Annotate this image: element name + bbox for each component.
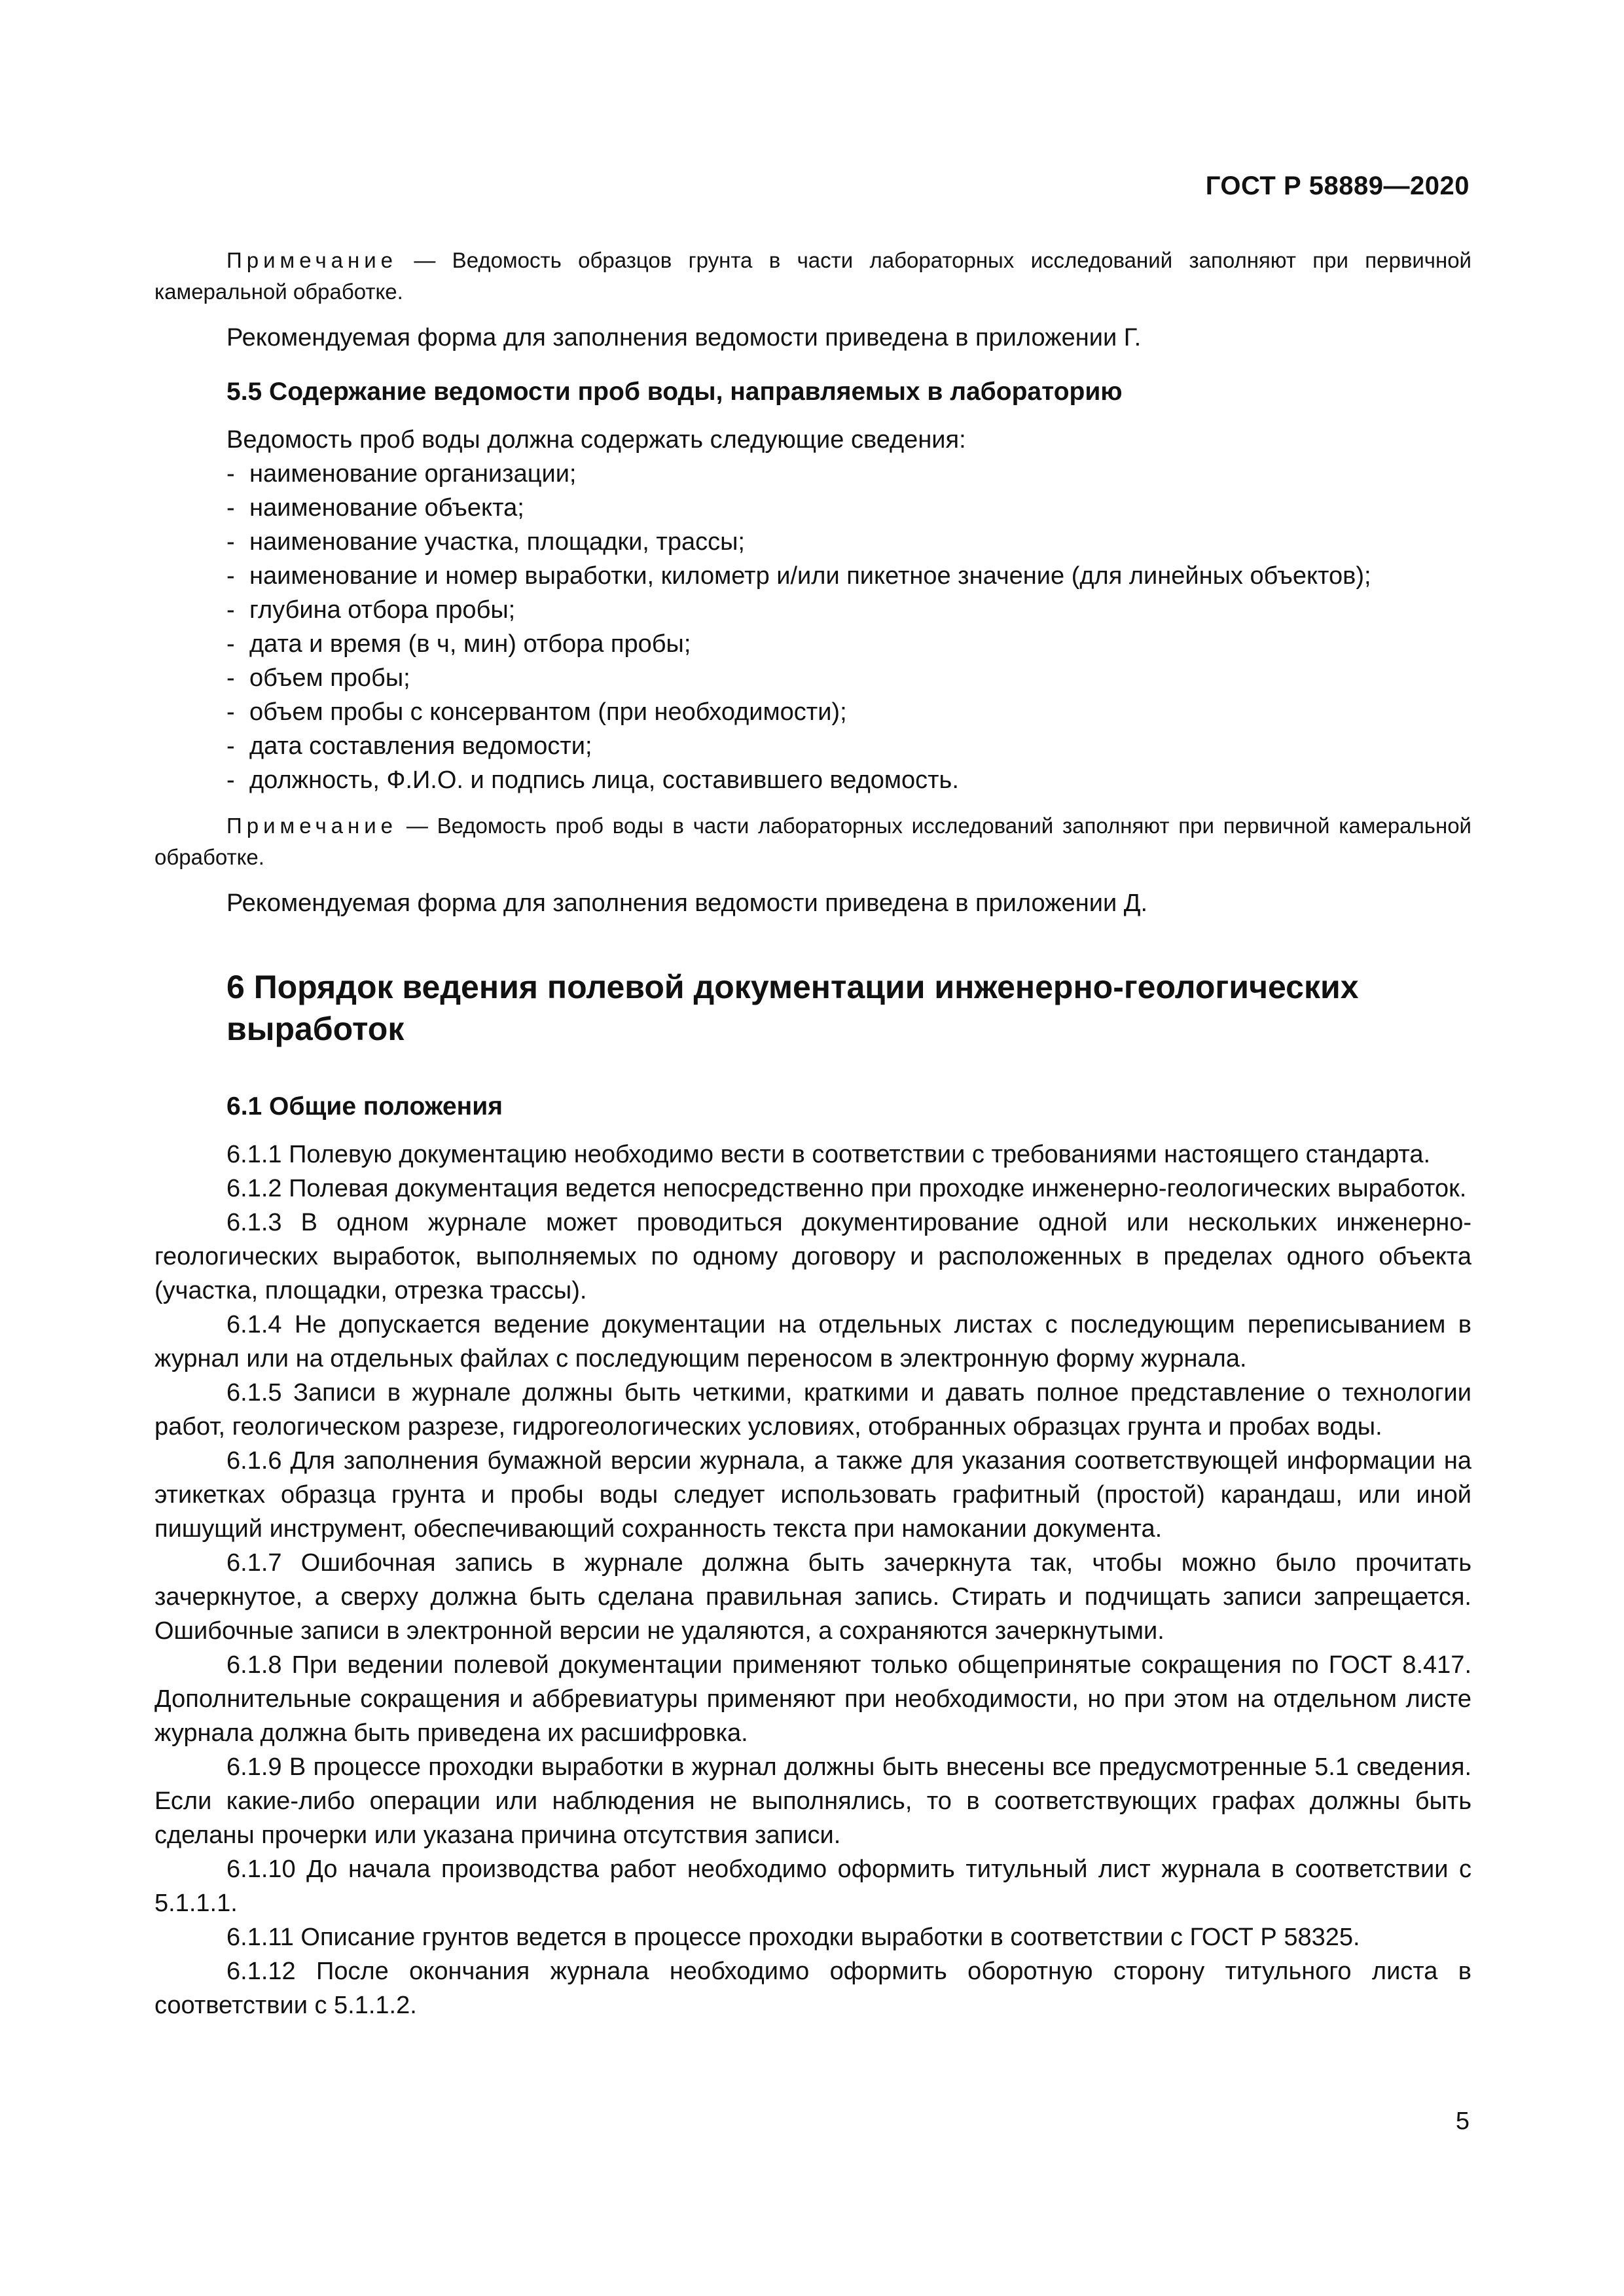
note-paragraph [154, 810, 1471, 873]
list-item-text: глубина отбора пробы; [249, 596, 516, 624]
list-item [154, 763, 1471, 797]
list-item [154, 661, 1471, 695]
clause-paragraph: 6.1.6 Для заполнения бумажной версии журнала, а также для указания соответствующей информации на этикетках образца грунта и пробы воды следует использовать графитный (простой) карандаш, или иной пишущий инструмент, обеспечивающий сохранность текста при намокании документа. [154, 1447, 1471, 1543]
dash-marker: - [226, 630, 235, 658]
list-item-text: наименование организации; [249, 460, 577, 488]
note-text: — Ведомость проб воды в части лабораторных исследований заполняют при первичной камеральной обработке. [154, 814, 1471, 869]
list-item-text: дата и время (в ч, мин) отбора пробы; [249, 630, 691, 658]
clause-paragraph: 6.1.7 Ошибочная запись в журнале должна быть зачеркнута так, чтобы можно было прочитать зачеркнутое, а сверху должна быть сделана правильная запись. Стирать и подчищать записи запрещается. Ошибочные записи в электронной версии не удаляются, а сохраняются зачеркнутыми. [154, 1549, 1471, 1645]
list-item-text: наименование объекта; [249, 494, 524, 522]
list-item-text: должность, Ф.И.О. и подпись лица, составившего ведомость. [249, 766, 959, 794]
form-reference: Рекомендуемая форма для заполнения ведомости приведена в приложении Г. [226, 324, 1142, 351]
dash-marker: - [226, 732, 235, 760]
list-item-text: объем пробы с консервантом (при необходимости); [249, 698, 847, 726]
dash-marker: - [226, 460, 235, 488]
dash-marker: - [226, 596, 235, 624]
list-item [154, 457, 1471, 491]
dash-marker: - [226, 562, 235, 590]
clause-paragraph: 6.1.5 Записи в журнале должны быть четкими, краткими и давать полное представление о технологии работ, геологическом разрезе, гидрогеологических условиях, отобранных образцах грунта и пробах воды. [154, 1379, 1471, 1441]
list-intro: Ведомость проб воды должна содержать следующие сведения: [226, 426, 966, 454]
list-item [154, 729, 1471, 763]
dash-marker: - [226, 528, 235, 556]
clause-paragraph: 6.1.4 Не допускается ведение документации на отдельных листах с последующим переписыванием в журнал или на отдельных файлах с последующим переносом в электронную форму журнала. [154, 1311, 1471, 1372]
section-heading-6: 6 Порядок ведения полевой документации инженерно-геологических выработок [226, 969, 1359, 1047]
dash-marker: - [226, 494, 235, 522]
page-content [154, 245, 1471, 2022]
requirements-list [154, 457, 1471, 797]
form-reference: Рекомендуемая форма для заполнения ведомости приведена в приложении Д. [226, 889, 1148, 917]
clause-paragraph: 6.1.2 Полевая документация ведется непосредственно при проходке инженерно-геологических выработок. [226, 1175, 1467, 1202]
list-item [154, 593, 1471, 627]
dash-marker: - [226, 766, 235, 794]
clause-paragraph: 6.1.12 После окончания журнала необходимо оформить оборотную сторону титульного листа в соответствии с 5.1.1.2. [154, 1958, 1471, 2019]
list-item-text: наименование участка, площадки, трассы; [249, 528, 745, 556]
subsection-heading-6-1: 6.1 Общие положения [226, 1092, 503, 1121]
clause-paragraph: 6.1.8 При ведении полевой документации применяют только общепринятые сокращения по ГОСТ 8.417. Дополнительные сокращения и аббревиатуры применяют при необходимости, но при этом на отдельном листе журнала должна быть приведена их расшифровка. [154, 1651, 1471, 1747]
list-item [154, 559, 1471, 593]
clause-paragraph: 6.1.11 Описание грунтов ведется в процессе проходки выработки в соответствии с ГОСТ Р 58325. [226, 1924, 1360, 1951]
section-heading-5-5: 5.5 Содержание ведомости проб воды, направляемых в лабораторию [226, 378, 1123, 406]
clause-paragraph: 6.1.3 В одном журнале может проводиться документирование одной или нескольких инженерно-геологических выработок, выполняемых по одному договору и расположенных в пределах одного объекта (участка, площадки, отрезка трассы). [154, 1209, 1471, 1304]
list-item [154, 695, 1471, 729]
note-paragraph [154, 245, 1471, 308]
section-6-paragraphs [154, 1138, 1471, 2022]
clause-paragraph: 6.1.9 В процессе проходки выработки в журнал должны быть внесены все предусмотренные 5.1 сведения. Если какие-либо операции или наблюдения не выполнялись, то в соответствующих графах должны быть сделаны прочерки или указана причина отсутствия записи. [154, 1753, 1471, 1849]
document-header: ГОСТ Р 58889—2020 [1205, 171, 1470, 200]
list-item [154, 491, 1471, 525]
list-item-text: наименование и номер выработки, километр и/или пикетное значение (для линейных объектов); [249, 562, 1371, 590]
note-text: — Ведомость образцов грунта в части лабораторных исследований заполняют при первичной камеральной обработке. [154, 248, 1471, 304]
list-item-text: дата составления ведомости; [249, 732, 592, 760]
list-item [154, 627, 1471, 661]
page-number: 5 [1455, 2108, 1470, 2135]
dash-marker: - [226, 698, 235, 726]
clause-paragraph: 6.1.1 Полевую документацию необходимо вести в соответствии с требованиями настоящего стандарта. [226, 1141, 1431, 1168]
clause-paragraph: 6.1.10 До начала производства работ необходимо оформить титульный лист журнала в соответствии с 5.1.1.1. [154, 1856, 1471, 1917]
note-label: Примечание [226, 248, 398, 272]
list-item [154, 525, 1471, 559]
dash-marker: - [226, 664, 235, 692]
list-item-text: объем пробы; [249, 664, 410, 692]
note-label: Примечание [226, 814, 398, 838]
